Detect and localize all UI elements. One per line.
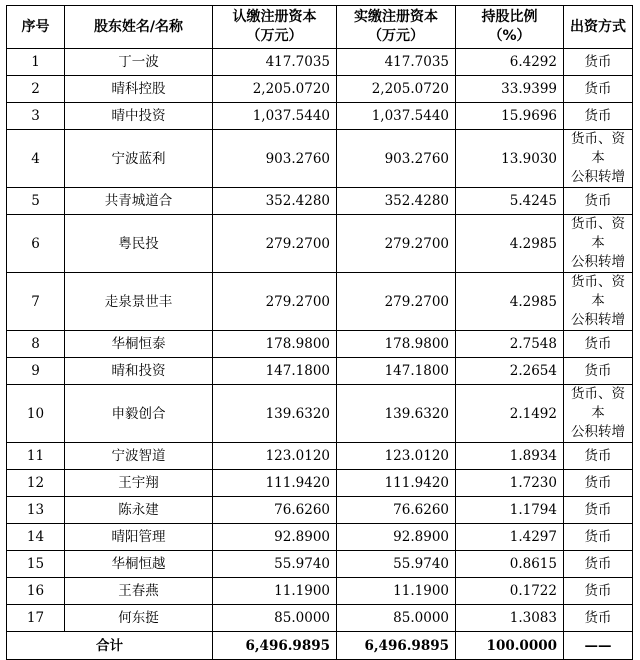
- table-row: [7, 273, 633, 331]
- table-row: [7, 130, 633, 188]
- total-subscribed: 6,496.9895: [213, 632, 337, 660]
- row-name: 晴阳管理: [65, 524, 213, 551]
- row-method-line: 公积转增: [571, 169, 625, 185]
- row-method-line: 货币、资本: [571, 216, 625, 251]
- row-method: [564, 76, 633, 103]
- row-method-line: 货币: [584, 555, 612, 572]
- row-paid: 417.7035: [337, 49, 456, 76]
- header-paid-line1: 实缴注册资本: [354, 9, 438, 25]
- row-method-line: 货币: [584, 107, 612, 124]
- row-seq: 9: [7, 358, 65, 385]
- row-ratio: 2.1492: [456, 385, 564, 443]
- table-row: [7, 470, 633, 497]
- row-subscribed: 139.6320: [213, 385, 337, 443]
- row-seq: 1: [7, 49, 65, 76]
- row-seq: 13: [7, 497, 65, 524]
- row-ratio: 15.9696: [456, 103, 564, 130]
- row-subscribed: 279.2700: [213, 273, 337, 331]
- table-row: [7, 103, 633, 130]
- row-paid: 55.9740: [337, 551, 456, 578]
- table-header: [7, 6, 633, 49]
- row-name: 华桐恒越: [65, 551, 213, 578]
- row-subscribed: 55.9740: [213, 551, 337, 578]
- row-ratio: 2.2654: [456, 358, 564, 385]
- row-paid: 111.9420: [337, 470, 456, 497]
- row-paid: 1,037.5440: [337, 103, 456, 130]
- header-ratio: [456, 6, 564, 49]
- row-seq: 15: [7, 551, 65, 578]
- row-name: 宁波蓝利: [65, 130, 213, 188]
- row-paid: 11.1900: [337, 578, 456, 605]
- row-name: 晴中投资: [65, 103, 213, 130]
- row-paid: 279.2700: [337, 215, 456, 273]
- shareholder-table: [6, 5, 633, 660]
- row-subscribed: 2,205.0720: [213, 76, 337, 103]
- row-subscribed: 279.2700: [213, 215, 337, 273]
- row-method-line: 货币、资本: [571, 386, 625, 421]
- row-subscribed: 76.6260: [213, 497, 337, 524]
- row-method-line: 公积转增: [571, 424, 625, 440]
- header-name: 股东姓名/名称: [65, 6, 213, 49]
- header-ratio-line2: （%）: [488, 28, 531, 44]
- row-method-line: 货币: [584, 528, 612, 545]
- row-subscribed: 417.7035: [213, 49, 337, 76]
- row-method-line: 货币: [584, 447, 612, 464]
- row-ratio: 1.7230: [456, 470, 564, 497]
- row-paid: 76.6260: [337, 497, 456, 524]
- header-subscribed-line2: （万元）: [246, 28, 303, 44]
- row-name: 王宇翔: [65, 470, 213, 497]
- row-method-line: 货币: [584, 501, 612, 518]
- row-subscribed: 1,037.5440: [213, 103, 337, 130]
- table-row: [7, 524, 633, 551]
- table-row: [7, 497, 633, 524]
- row-paid: 123.0120: [337, 443, 456, 470]
- row-subscribed: 92.8900: [213, 524, 337, 551]
- header-ratio-line1: 持股比例: [481, 9, 538, 25]
- row-ratio: 33.9399: [456, 76, 564, 103]
- row-seq: 17: [7, 605, 65, 632]
- table-row: [7, 358, 633, 385]
- row-method: [564, 551, 633, 578]
- row-name: 申毅创合: [65, 385, 213, 443]
- row-seq: 14: [7, 524, 65, 551]
- table-row: [7, 578, 633, 605]
- row-subscribed: 11.1900: [213, 578, 337, 605]
- row-method: [564, 385, 633, 443]
- row-paid: 352.4280: [337, 188, 456, 215]
- row-subscribed: 85.0000: [213, 605, 337, 632]
- row-name: 丁一波: [65, 49, 213, 76]
- row-method: [564, 49, 633, 76]
- table-row: [7, 331, 633, 358]
- row-ratio: 1.3083: [456, 605, 564, 632]
- row-method-line: 货币、资本: [571, 131, 625, 166]
- table-row: [7, 605, 633, 632]
- header-subscribed-line1: 认缴注册资本: [232, 9, 317, 25]
- row-method: [564, 605, 633, 632]
- row-ratio: 4.2985: [456, 215, 564, 273]
- row-method: [564, 578, 633, 605]
- row-name: 共青城道合: [65, 188, 213, 215]
- row-ratio: 1.4297: [456, 524, 564, 551]
- row-ratio: 1.1794: [456, 497, 564, 524]
- row-ratio: 0.1722: [456, 578, 564, 605]
- row-paid: 279.2700: [337, 273, 456, 331]
- row-subscribed: 111.9420: [213, 470, 337, 497]
- table-row: [7, 443, 633, 470]
- row-ratio: 4.2985: [456, 273, 564, 331]
- row-ratio: 0.8615: [456, 551, 564, 578]
- row-seq: 3: [7, 103, 65, 130]
- row-method-line: 货币: [584, 192, 612, 209]
- row-method: [564, 497, 633, 524]
- row-method-line: 货币: [584, 53, 612, 70]
- row-subscribed: 178.9800: [213, 331, 337, 358]
- row-subscribed: 903.2760: [213, 130, 337, 188]
- row-paid: 139.6320: [337, 385, 456, 443]
- header-row: [7, 6, 633, 49]
- row-method-line: 货币、资本: [571, 274, 625, 309]
- row-seq: 2: [7, 76, 65, 103]
- header-seq: 序号: [7, 6, 65, 49]
- row-method: [564, 273, 633, 331]
- row-paid: 2,205.0720: [337, 76, 456, 103]
- header-subscribed: [213, 6, 337, 49]
- total-label: 合计: [7, 632, 213, 660]
- row-subscribed: 352.4280: [213, 188, 337, 215]
- row-method: [564, 215, 633, 273]
- row-seq: 10: [7, 385, 65, 443]
- table-row: [7, 76, 633, 103]
- row-ratio: 6.4292: [456, 49, 564, 76]
- row-ratio: 13.9030: [456, 130, 564, 188]
- row-seq: 5: [7, 188, 65, 215]
- row-name: 陈永建: [65, 497, 213, 524]
- row-paid: 903.2760: [337, 130, 456, 188]
- total-paid: 6,496.9895: [337, 632, 456, 660]
- row-name: 晴科控股: [65, 76, 213, 103]
- row-method-line: 货币: [584, 335, 612, 352]
- row-ratio: 2.7548: [456, 331, 564, 358]
- total-row: [7, 632, 633, 660]
- row-name: 王春燕: [65, 578, 213, 605]
- row-seq: 8: [7, 331, 65, 358]
- total-ratio: 100.0000: [456, 632, 564, 660]
- row-method-line: 货币: [584, 80, 612, 97]
- row-method: [564, 358, 633, 385]
- row-method-line: 货币: [584, 609, 612, 626]
- row-seq: 11: [7, 443, 65, 470]
- row-method: [564, 443, 633, 470]
- row-method-line: 货币: [584, 582, 612, 599]
- row-paid: 147.1800: [337, 358, 456, 385]
- header-paid: [337, 6, 456, 49]
- table-row: [7, 385, 633, 443]
- row-seq: 6: [7, 215, 65, 273]
- table-row: [7, 551, 633, 578]
- row-method-line: 公积转增: [571, 312, 625, 328]
- row-seq: 16: [7, 578, 65, 605]
- row-method: [564, 470, 633, 497]
- row-seq: 12: [7, 470, 65, 497]
- row-method: [564, 331, 633, 358]
- row-method: [564, 524, 633, 551]
- header-method: 出资方式: [564, 6, 633, 49]
- row-method-line: 货币: [584, 474, 612, 491]
- row-seq: 7: [7, 273, 65, 331]
- header-paid-line2: （万元）: [368, 28, 424, 44]
- row-subscribed: 123.0120: [213, 443, 337, 470]
- row-seq: 4: [7, 130, 65, 188]
- row-ratio: 5.4245: [456, 188, 564, 215]
- row-method-line: 货币: [584, 362, 612, 379]
- row-method: [564, 103, 633, 130]
- row-name: 华桐恒泰: [65, 331, 213, 358]
- total-method: ——: [564, 632, 633, 660]
- row-name: 晴和投资: [65, 358, 213, 385]
- row-method-line: 公积转增: [571, 254, 625, 270]
- row-name: 宁波智道: [65, 443, 213, 470]
- row-name: 走泉景世丰: [65, 273, 213, 331]
- row-method: [564, 188, 633, 215]
- row-paid: 85.0000: [337, 605, 456, 632]
- table-row: [7, 215, 633, 273]
- table-body: [7, 49, 633, 632]
- row-ratio: 1.8934: [456, 443, 564, 470]
- row-name: 何东挺: [65, 605, 213, 632]
- row-paid: 178.9800: [337, 331, 456, 358]
- row-name: 粤民投: [65, 215, 213, 273]
- table-row: [7, 49, 633, 76]
- row-subscribed: 147.1800: [213, 358, 337, 385]
- table-row: [7, 188, 633, 215]
- row-method: [564, 130, 633, 188]
- row-paid: 92.8900: [337, 524, 456, 551]
